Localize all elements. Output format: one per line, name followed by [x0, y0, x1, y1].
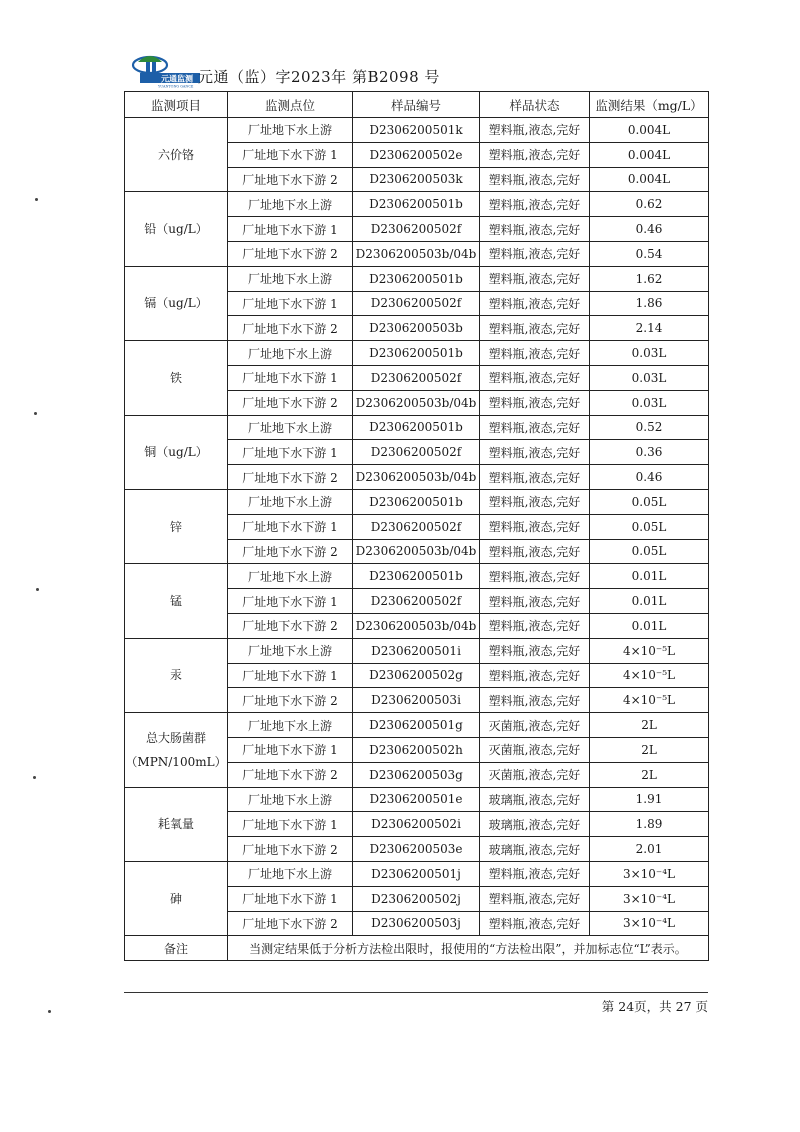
result-cell: 4×10⁻⁵L — [590, 688, 709, 713]
site-cell: 厂址地下水下游 1 — [228, 514, 353, 539]
sample-state-cell: 塑料瓶,液态,完好 — [480, 415, 590, 440]
sample-id-cell: D2306200501i — [353, 638, 480, 663]
sample-state-cell: 塑料瓶,液态,完好 — [480, 489, 590, 514]
site-cell: 厂址地下水下游 2 — [228, 241, 353, 266]
site-cell: 厂址地下水下游 1 — [228, 812, 353, 837]
result-cell: 0.004L — [590, 167, 709, 192]
sample-state-cell: 塑料瓶,液态,完好 — [480, 365, 590, 390]
monitoring-item-label: 砷 — [169, 891, 182, 906]
site-cell: 厂址地下水下游 2 — [228, 837, 353, 862]
result-cell: 1.62 — [590, 266, 709, 291]
site-cell: 厂址地下水下游 1 — [228, 440, 353, 465]
sample-state-cell: 塑料瓶,液态,完好 — [480, 266, 590, 291]
sample-id-cell: D2306200503b/04b — [353, 241, 480, 266]
site-cell: 厂址地下水下游 1 — [228, 589, 353, 614]
scan-speck — [36, 588, 39, 591]
site-cell: 厂址地下水下游 2 — [228, 390, 353, 415]
table-row — [125, 564, 709, 589]
site-cell: 厂址地下水下游 1 — [228, 886, 353, 911]
page-number: 第 24页，共 27 页 — [601, 999, 708, 1014]
result-cell: 3×10⁻⁴L — [590, 886, 709, 911]
result-cell: 0.03L — [590, 365, 709, 390]
site-cell: 厂址地下水下游 2 — [228, 688, 353, 713]
sample-id-cell: D2306200502f — [353, 365, 480, 390]
result-cell: 0.03L — [590, 390, 709, 415]
note-label: 备注 — [125, 936, 228, 961]
sample-id-cell: D2306200503k — [353, 167, 480, 192]
note-text: 当测定结果低于分析方法检出限时，报使用的“方法检出限”，并加标志位“L”表示。 — [228, 936, 709, 961]
site-cell: 厂址地下水上游 — [228, 713, 353, 738]
site-cell: 厂址地下水下游 1 — [228, 737, 353, 762]
result-cell: 2L — [590, 713, 709, 738]
report-number: 元通（监）字2023年 第B2098 号 — [198, 68, 440, 86]
sample-state-cell: 灭菌瓶,液态,完好 — [480, 762, 590, 787]
sample-state-cell: 塑料瓶,液态,完好 — [480, 886, 590, 911]
sample-id-cell: D2306200502f — [353, 291, 480, 316]
result-cell: 0.46 — [590, 465, 709, 490]
column-header-sample-state: 样品状态 — [480, 92, 590, 118]
company-logo — [128, 50, 200, 88]
monitoring-item-cell — [125, 415, 228, 489]
table-header-row — [125, 92, 709, 118]
sample-id-cell: D2306200503b/04b — [353, 613, 480, 638]
table-row — [125, 787, 709, 812]
sample-id-cell: D2306200502j — [353, 886, 480, 911]
result-cell: 4×10⁻⁵L — [590, 638, 709, 663]
scan-speck — [48, 1010, 51, 1013]
sample-id-cell: D2306200501k — [353, 118, 480, 143]
table-row — [125, 192, 709, 217]
monitoring-item-cell — [125, 861, 228, 935]
sample-state-cell: 塑料瓶,液态,完好 — [480, 514, 590, 539]
result-cell: 2.01 — [590, 837, 709, 862]
column-header-result: 监测结果（mg/L） — [590, 92, 709, 118]
sample-state-cell: 塑料瓶,液态,完好 — [480, 167, 590, 192]
sample-id-cell: D2306200501b — [353, 192, 480, 217]
result-cell: 1.91 — [590, 787, 709, 812]
result-cell: 0.01L — [590, 613, 709, 638]
site-cell: 厂址地下水上游 — [228, 489, 353, 514]
sample-id-cell: D2306200501e — [353, 787, 480, 812]
sample-id-cell: D2306200501b — [353, 415, 480, 440]
sample-state-cell: 塑料瓶,液态,完好 — [480, 118, 590, 143]
column-header-sample-id: 样品编号 — [353, 92, 480, 118]
monitoring-item-cell — [125, 489, 228, 563]
site-cell: 厂址地下水下游 1 — [228, 142, 353, 167]
sample-id-cell: D2306200503j — [353, 911, 480, 936]
monitoring-item-label: 铅（ug/L） — [144, 222, 208, 237]
sample-state-cell: 塑料瓶,液态,完好 — [480, 291, 590, 316]
site-cell: 厂址地下水上游 — [228, 192, 353, 217]
monitoring-item-label: 铁 — [169, 370, 182, 385]
monitoring-item-label: 铜（ug/L） — [144, 445, 208, 460]
table-row — [125, 266, 709, 291]
note-row — [125, 936, 709, 961]
result-cell: 0.01L — [590, 564, 709, 589]
sample-id-cell: D2306200502f — [353, 514, 480, 539]
result-cell: 0.05L — [590, 489, 709, 514]
sample-state-cell: 塑料瓶,液态,完好 — [480, 564, 590, 589]
monitoring-item-cell — [125, 787, 228, 861]
result-cell: 0.01L — [590, 589, 709, 614]
table-row — [125, 118, 709, 143]
monitoring-results-table — [124, 91, 709, 961]
column-header-item: 监测项目 — [125, 92, 228, 118]
site-cell: 厂址地下水下游 1 — [228, 663, 353, 688]
result-cell: 2L — [590, 737, 709, 762]
monitoring-item-cell — [125, 266, 228, 340]
result-cell: 1.86 — [590, 291, 709, 316]
monitoring-item-cell — [125, 118, 228, 192]
result-cell: 3×10⁻⁴L — [590, 911, 709, 936]
result-cell: 1.89 — [590, 812, 709, 837]
monitoring-item-label: 锰 — [169, 594, 182, 609]
sample-state-cell: 玻璃瓶,液态,完好 — [480, 787, 590, 812]
site-cell: 厂址地下水上游 — [228, 564, 353, 589]
sample-id-cell: D2306200501b — [353, 341, 480, 366]
sample-state-cell: 灭菌瓶,液态,完好 — [480, 713, 590, 738]
sample-id-cell: D2306200503b/04b — [353, 539, 480, 564]
table-row — [125, 489, 709, 514]
site-cell: 厂址地下水上游 — [228, 861, 353, 886]
sample-state-cell: 塑料瓶,液态,完好 — [480, 390, 590, 415]
sample-id-cell: D2306200502f — [353, 589, 480, 614]
sample-state-cell: 塑料瓶,液态,完好 — [480, 911, 590, 936]
site-cell: 厂址地下水下游 2 — [228, 762, 353, 787]
sample-state-cell: 塑料瓶,液态,完好 — [480, 316, 590, 341]
sample-id-cell: D2306200501g — [353, 713, 480, 738]
logo-wordmark: 元通监测 — [161, 73, 193, 84]
sample-id-cell: D2306200503b/04b — [353, 465, 480, 490]
monitoring-item-cell — [125, 713, 228, 787]
sample-state-cell: 塑料瓶,液态,完好 — [480, 241, 590, 266]
site-cell: 厂址地下水下游 2 — [228, 465, 353, 490]
site-cell: 厂址地下水下游 2 — [228, 613, 353, 638]
result-cell: 0.004L — [590, 118, 709, 143]
site-cell: 厂址地下水下游 2 — [228, 539, 353, 564]
site-cell: 厂址地下水上游 — [228, 266, 353, 291]
column-header-site: 监测点位 — [228, 92, 353, 118]
sample-state-cell: 塑料瓶,液态,完好 — [480, 861, 590, 886]
logo-subtext: YUANTONG GANCE — [158, 84, 194, 88]
monitoring-item-cell — [125, 192, 228, 266]
sample-state-cell: 塑料瓶,液态,完好 — [480, 589, 590, 614]
result-cell: 0.05L — [590, 514, 709, 539]
result-cell: 2L — [590, 762, 709, 787]
result-cell: 0.54 — [590, 241, 709, 266]
sample-state-cell: 塑料瓶,液态,完好 — [480, 465, 590, 490]
monitoring-item-label: 总大肠菌群 — [145, 730, 206, 745]
result-cell: 4×10⁻⁵L — [590, 663, 709, 688]
sample-id-cell: D2306200503b — [353, 316, 480, 341]
monitoring-item-cell — [125, 638, 228, 712]
site-cell: 厂址地下水下游 1 — [228, 291, 353, 316]
table-row — [125, 415, 709, 440]
table-row — [125, 861, 709, 886]
site-cell: 厂址地下水上游 — [228, 341, 353, 366]
sample-id-cell: D2306200501b — [353, 266, 480, 291]
result-cell: 0.004L — [590, 142, 709, 167]
footer-divider — [124, 992, 708, 993]
sample-state-cell: 塑料瓶,液态,完好 — [480, 192, 590, 217]
site-cell: 厂址地下水下游 1 — [228, 365, 353, 390]
site-cell: 厂址地下水上游 — [228, 638, 353, 663]
sample-state-cell: 玻璃瓶,液态,完好 — [480, 837, 590, 862]
site-cell: 厂址地下水下游 2 — [228, 911, 353, 936]
sample-id-cell: D2306200503e — [353, 837, 480, 862]
result-cell: 0.52 — [590, 415, 709, 440]
table-row — [125, 713, 709, 738]
sample-id-cell: D2306200503i — [353, 688, 480, 713]
site-cell: 厂址地下水下游 1 — [228, 217, 353, 242]
sample-state-cell: 塑料瓶,液态,完好 — [480, 613, 590, 638]
sample-state-cell: 塑料瓶,液态,完好 — [480, 663, 590, 688]
scan-speck — [34, 412, 37, 415]
sample-id-cell: D2306200502f — [353, 440, 480, 465]
sample-id-cell: D2306200501b — [353, 489, 480, 514]
sample-state-cell: 塑料瓶,液态,完好 — [480, 638, 590, 663]
table-row — [125, 341, 709, 366]
sample-id-cell: D2306200503b/04b — [353, 390, 480, 415]
monitoring-item-label: 锌 — [169, 519, 182, 534]
scan-speck — [33, 776, 36, 779]
site-cell: 厂址地下水下游 2 — [228, 316, 353, 341]
result-cell: 0.62 — [590, 192, 709, 217]
site-cell: 厂址地下水上游 — [228, 787, 353, 812]
result-cell: 0.46 — [590, 217, 709, 242]
sample-state-cell: 塑料瓶,液态,完好 — [480, 440, 590, 465]
site-cell: 厂址地下水上游 — [228, 415, 353, 440]
monitoring-item-label: 镉（ug/L） — [144, 296, 208, 311]
monitoring-item-cell — [125, 341, 228, 415]
sample-id-cell: D2306200501b — [353, 564, 480, 589]
monitoring-item-cell — [125, 564, 228, 638]
sample-state-cell: 灭菌瓶,液态,完好 — [480, 737, 590, 762]
sample-id-cell: D2306200502f — [353, 217, 480, 242]
sample-state-cell: 塑料瓶,液态,完好 — [480, 142, 590, 167]
monitoring-item-label: 六价铬 — [157, 147, 194, 162]
result-cell: 0.03L — [590, 341, 709, 366]
result-cell: 0.05L — [590, 539, 709, 564]
sample-id-cell: D2306200503g — [353, 762, 480, 787]
monitoring-item-label: 耗氧量 — [157, 817, 194, 832]
sample-id-cell: D2306200502g — [353, 663, 480, 688]
table-row — [125, 638, 709, 663]
result-cell: 0.36 — [590, 440, 709, 465]
sample-state-cell: 塑料瓶,液态,完好 — [480, 341, 590, 366]
monitoring-item-label: （MPN/100mL） — [125, 754, 227, 769]
scan-speck — [35, 198, 38, 201]
sample-id-cell: D2306200501j — [353, 861, 480, 886]
site-cell: 厂址地下水上游 — [228, 118, 353, 143]
sample-id-cell: D2306200502e — [353, 142, 480, 167]
site-cell: 厂址地下水下游 2 — [228, 167, 353, 192]
sample-state-cell: 塑料瓶,液态,完好 — [480, 688, 590, 713]
sample-state-cell: 塑料瓶,液态,完好 — [480, 539, 590, 564]
sample-id-cell: D2306200502i — [353, 812, 480, 837]
report-header — [128, 50, 728, 90]
result-cell: 2.14 — [590, 316, 709, 341]
sample-state-cell: 塑料瓶,液态,完好 — [480, 217, 590, 242]
result-cell: 3×10⁻⁴L — [590, 861, 709, 886]
monitoring-item-label: 汞 — [169, 668, 182, 683]
sample-state-cell: 玻璃瓶,液态,完好 — [480, 812, 590, 837]
sample-id-cell: D2306200502h — [353, 737, 480, 762]
